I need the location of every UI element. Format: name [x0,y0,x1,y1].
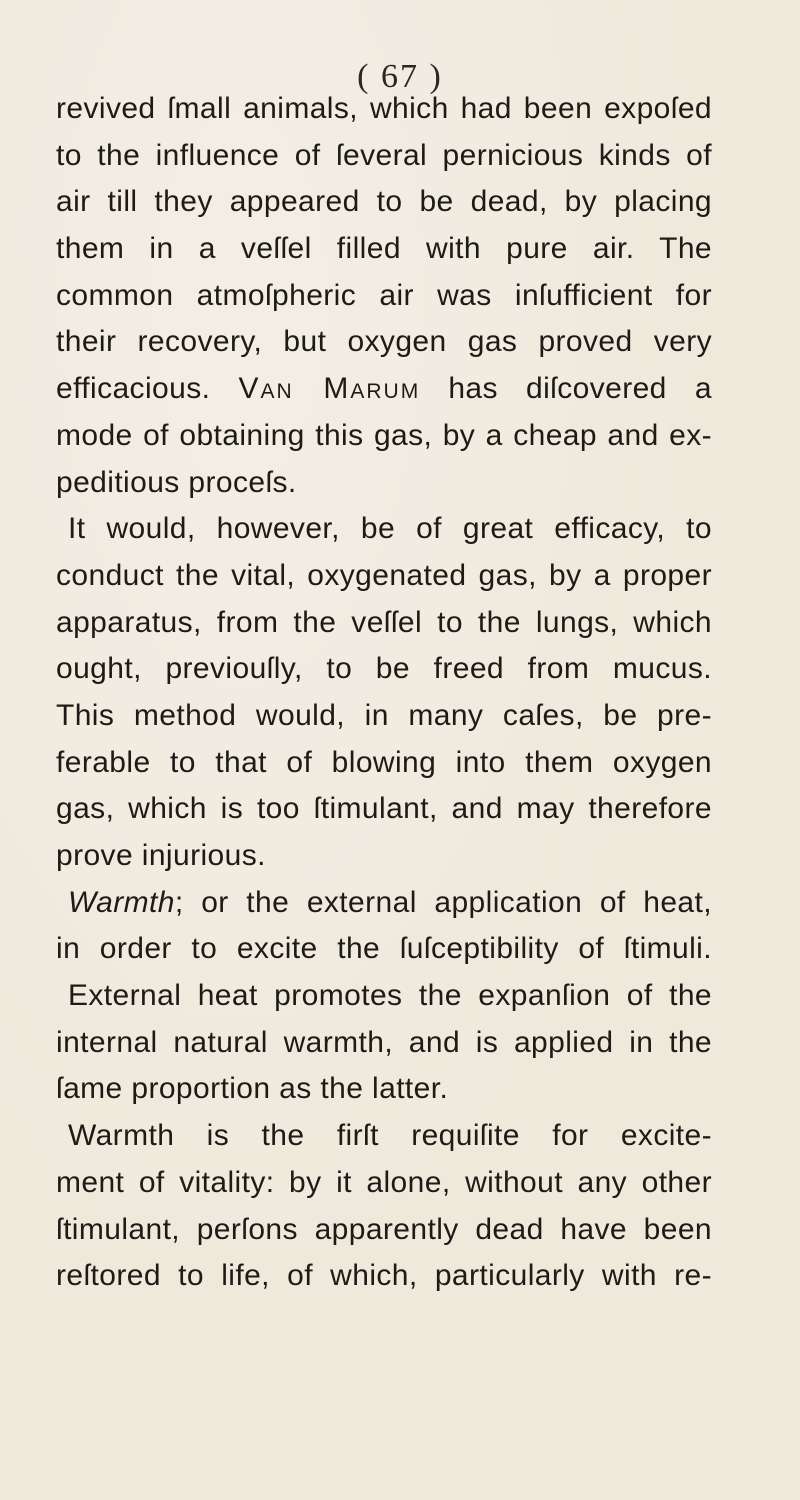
text-line: their recovery, but oxygen gas proved very [56,325,712,359]
text-line: internal natural warmth, and is applied in the [56,1025,712,1059]
text-line-composite [56,880,712,927]
body-text [56,86,712,1300]
text-line: It would, however, be of great efficacy, to [68,512,712,546]
text-line: External heat promotes the expanſion of the [68,979,712,1013]
text-line: conduct the vital, oxygenated gas, by a proper [56,558,712,592]
text-line: air till they appeared to be dead, by placing [56,185,712,219]
text-line: This method would, in many caſes, be pre- [56,698,712,732]
text-line: reſtored to life, of which, particularly with re- [56,1259,712,1293]
text-line: ment of vitality: by it alone, without any other [56,1165,712,1199]
text-line: prove injurious. [56,839,266,872]
text-line: ferable to that of blowing into them oxygen [56,745,712,779]
text-line: in order to excite the ſuſceptibility of ſtimuli. [56,932,712,966]
text-line-composite [56,366,712,413]
text-line: common atmoſpheric air was inſufficient for [56,278,712,312]
text-line: ought, previouſly, to be freed from mucus. [56,652,712,686]
text-fragment: ; or the external application of heat, [174,885,712,919]
text-line: ſtimulant, perſons apparently dead have been [56,1212,712,1246]
text-line: peditious proceſs. [56,465,297,499]
author-name: Van Marum [238,372,421,406]
text-line: mode of obtaining this gas, by a cheap and ex- [56,418,712,452]
italic-heading-word: Warmth [68,885,175,919]
text-fragment: has diſcovered a [448,372,712,406]
text-line: apparatus, from the veſſel to the lungs, which [56,605,712,639]
text-line: gas, which is too ſtimulant, and may therefore [56,792,712,826]
page-number: ( 67 ) [357,58,443,95]
text-line: ſame proportion as the latter. [56,1072,449,1106]
text-fragment: efficacious. [56,372,211,406]
text-line: them in a veſſel filled with pure air. The [56,232,712,266]
text-line: to the influence of ſeveral pernicious kinds of [56,138,712,172]
text-line: revived ſmall animals, which had been expoſed [56,92,712,125]
text-line: Warmth is the firſt requiſite for excite- [68,1119,712,1153]
